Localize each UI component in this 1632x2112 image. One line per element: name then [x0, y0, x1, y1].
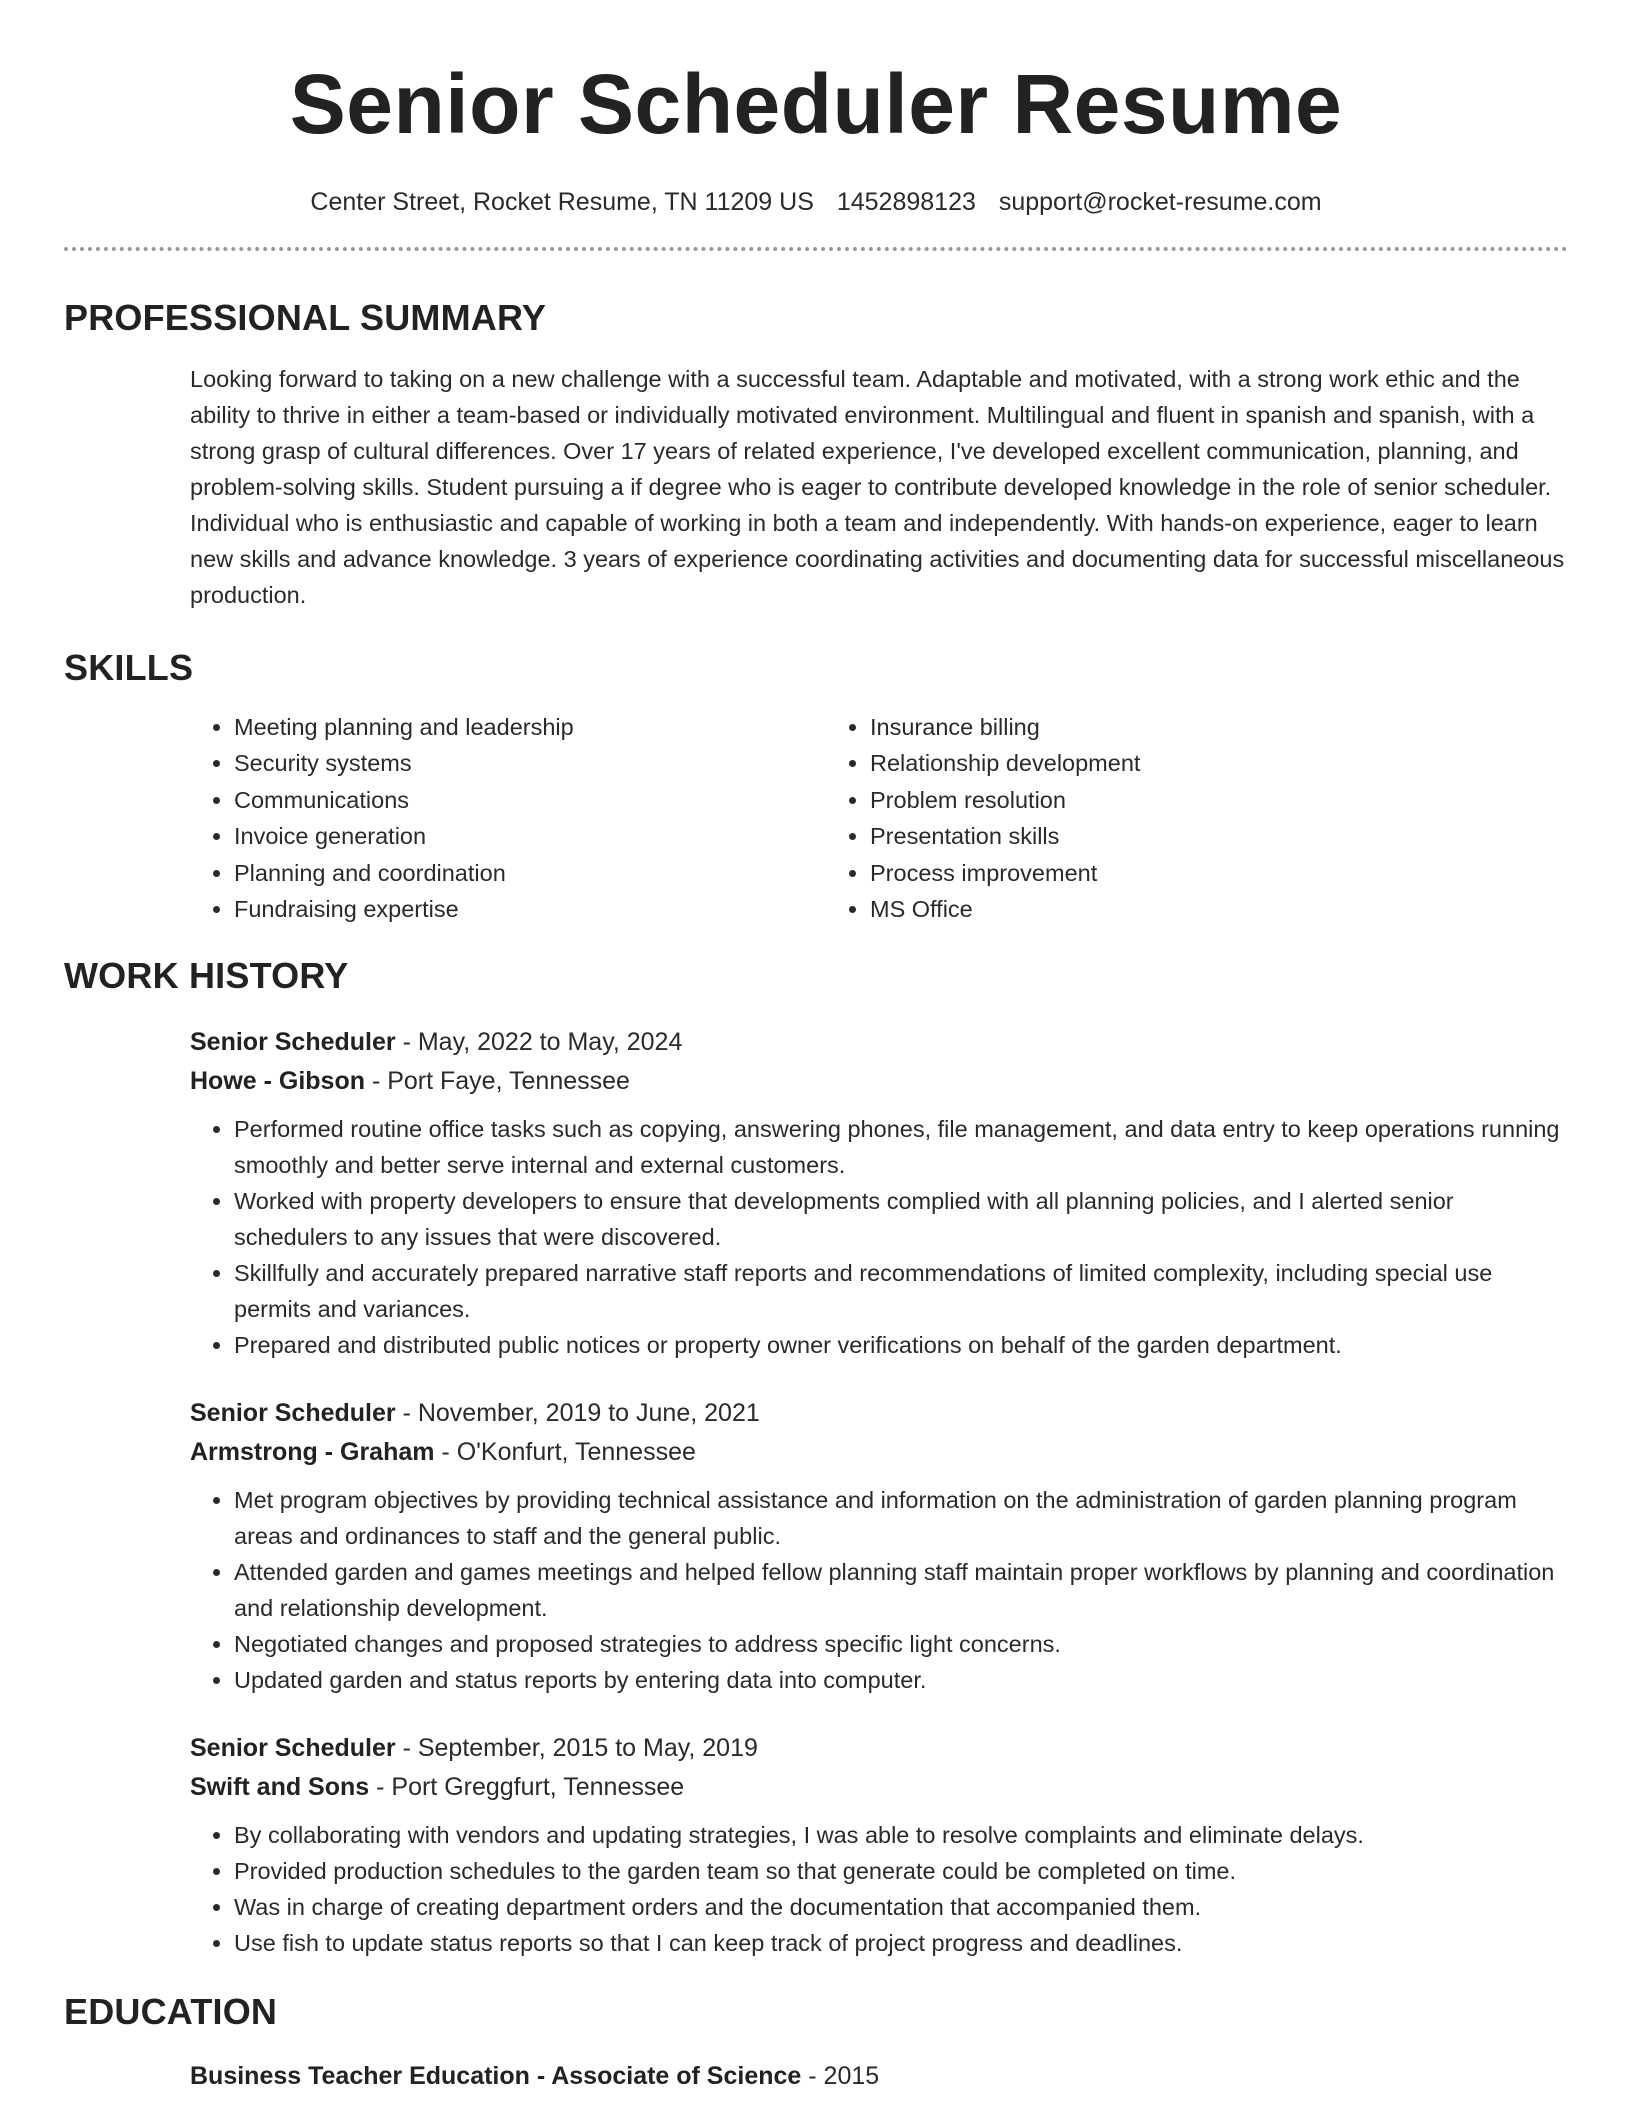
skill-item: • Planning and coordination [234, 855, 826, 891]
job-company-line [190, 1062, 1568, 1101]
job-title-line [190, 1394, 1568, 1433]
job-bullets [190, 1482, 1568, 1698]
job-dates: - September, 2015 to May, 2019 [395, 1734, 758, 1763]
job-role: Senior Scheduler [190, 1028, 396, 1057]
job-company: Howe - Gibson [190, 1067, 365, 1096]
header-divider [64, 247, 1568, 251]
contact-phone: 1452898123 [836, 188, 976, 216]
job-company: Swift and Sons [190, 1773, 370, 1802]
education-year: - 2015 [801, 2062, 880, 2091]
skill-item: • Invoice generation [234, 818, 826, 854]
job-role: Senior Scheduler [190, 1734, 396, 1763]
job-bullet: • Negotiated changes and proposed strategies to address specific light concerns. [234, 1626, 1568, 1662]
skill-item: • Relationship development [870, 745, 1140, 781]
job-title-line [190, 1729, 1568, 1768]
skills-column-right [826, 709, 1140, 927]
summary-section [64, 297, 1568, 613]
job-entry [190, 1729, 1568, 1961]
education-entry [190, 2057, 1568, 2096]
job-bullet: • Performed routine office tasks such as copying, answering phones, file management, and data entry to keep operations running smoothly and better serve internal and external customers. [234, 1111, 1568, 1183]
job-location: - Port Greggfurt, Tennessee [369, 1773, 685, 1802]
job-bullet: • Updated garden and status reports by entering data into computer. [234, 1662, 1568, 1698]
contact-line [64, 188, 1568, 217]
job-bullets [190, 1817, 1568, 1961]
skill-item: • Meeting planning and leadership [234, 709, 826, 745]
job-bullet: • Was in charge of creating department orders and the documentation that accompanied them. [234, 1889, 1568, 1925]
work-heading: WORK HISTORY [64, 955, 349, 997]
skill-item: • Security systems [234, 745, 826, 781]
job-bullet: • Attended garden and games meetings and helped fellow planning staff maintain proper workflows by planning and coordination and relationship development. [234, 1554, 1568, 1626]
skill-item: • Communications [234, 782, 826, 818]
education-degree: Business Teacher Education - Associate of Science [190, 2062, 802, 2091]
skill-item: • Process improvement [870, 855, 1140, 891]
job-bullet: • Use fish to update status reports so that I can keep track of project progress and deadlines. [234, 1925, 1568, 1961]
job-bullet: • Worked with property developers to ensure that developments complied with all planning policies, and I alerted senior schedulers to any issues that were discovered. [234, 1183, 1568, 1255]
summary-heading: PROFESSIONAL SUMMARY [64, 297, 547, 338]
skill-item: • Insurance billing [870, 709, 1140, 745]
job-bullet: • Provided production schedules to the garden team so that generate could be completed on time. [234, 1853, 1568, 1889]
job-company-line [190, 1768, 1568, 1807]
job-bullets [190, 1111, 1568, 1363]
job-company: Armstrong - Graham [190, 1438, 435, 1467]
job-location: - O'Konfurt, Tennessee [434, 1438, 696, 1467]
skill-item: • Problem resolution [870, 782, 1140, 818]
job-bullet: • Skillfully and accurately prepared narrative staff reports and recommendations of limited complexity, including special use permits and variances. [234, 1255, 1568, 1327]
education-section [64, 1991, 1568, 2096]
job-title-line [190, 1023, 1568, 1062]
job-dates: - May, 2022 to May, 2024 [395, 1028, 683, 1057]
skills-heading: SKILLS [64, 647, 194, 688]
skills-grid [190, 709, 1568, 927]
job-role: Senior Scheduler [190, 1399, 396, 1428]
skills-section [64, 647, 1568, 927]
skill-item: • Fundraising expertise [234, 891, 826, 927]
job-location: - Port Faye, Tennessee [365, 1067, 630, 1096]
job-bullet: • Prepared and distributed public notices or property owner verifications on behalf of the garden department. [234, 1327, 1568, 1363]
job-entry [190, 1023, 1568, 1363]
work-section [64, 955, 1568, 1961]
contact-address: Center Street, Rocket Resume, TN 11209 US [310, 188, 814, 216]
job-bullet: • By collaborating with vendors and updating strategies, I was able to resolve complaints and eliminate delays. [234, 1817, 1568, 1853]
job-entry [190, 1394, 1568, 1698]
summary-text: Looking forward to taking on a new challenge with a successful team. Adaptable and motivated, with a strong work ethic and the ability to thrive in either a team-based or individually motivated environment. Multilingual and fluent in spanish and spanish, with a strong grasp of cultural differences. Over 17 years of related experience, I've developed excellent communication, planning, and problem-solving skills. Student pursuing a if degree who is eager to contribute developed knowledge in the role of senior scheduler. Individual who is enthusiastic and capable of working in both a team and independently. With hands-on experience, eager to learn new skills and advance knowledge. 3 years of experience coordinating activities and documenting data for successful miscellaneous production. [190, 366, 1565, 608]
skills-column-left [190, 709, 826, 927]
resume-title: Senior Scheduler Resume [289, 57, 1343, 151]
job-bullet: • Met program objectives by providing technical assistance and information on the administration of garden planning program areas and ordinances to staff and the general public. [234, 1482, 1568, 1554]
job-dates: - November, 2019 to June, 2021 [395, 1399, 760, 1428]
skill-item: • Presentation skills [870, 818, 1140, 854]
education-heading: EDUCATION [64, 1991, 278, 2033]
skill-item: • MS Office [870, 891, 1140, 927]
contact-email: support@rocket-resume.com [998, 188, 1322, 216]
job-company-line [190, 1433, 1568, 1472]
